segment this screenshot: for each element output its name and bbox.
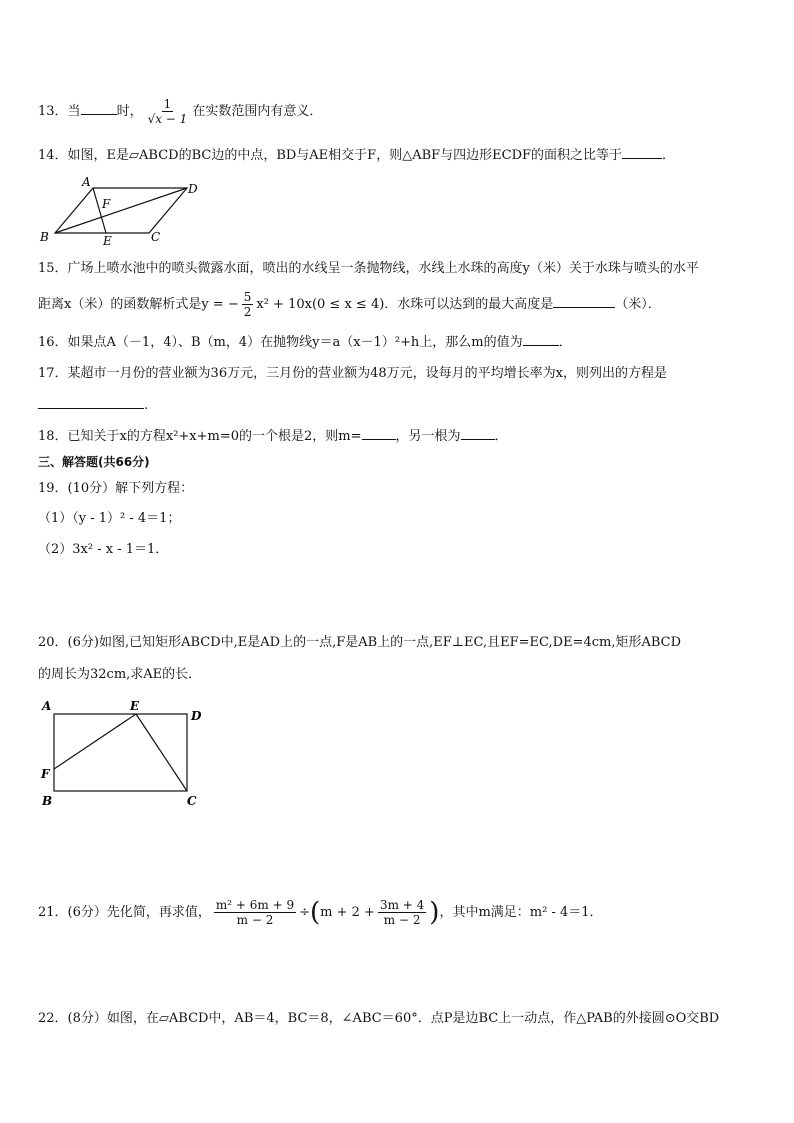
divide-sign: ÷ [299,905,311,920]
segment-bd [55,188,187,233]
right-paren: ) [429,897,440,928]
q17-text: 17．某超市一月份的营业额为36万元，三月份的营业额为48万元，设每月的平均增长率为x，则列出的方程是 [38,366,667,381]
question-20-line-2: 的周长为32cm,求AE的长． [38,667,202,682]
label-c: C [187,794,197,808]
fraction-numerator: 3m + 4 [379,898,425,912]
q21-post: ，其中m满足：m² - 4＝1． [439,905,603,920]
segment-ef [54,714,136,769]
question-15-line-1 [38,260,699,278]
label-c: C [151,230,161,244]
q14-text: 14．如图，E是▱ABCD的BC边的中点，BD与AE相交于F，则△ABF与四边形ECDF的面积之比等于 [38,148,623,163]
q17-end: . [144,398,149,413]
fraction-numerator: m² + 6m + 9 [215,898,295,912]
question-19-title: 19．(10分）解下列方程： [38,481,194,496]
label-e: E [130,699,140,713]
left-paren: ( [310,897,321,928]
q18-pre: 18．已知关于x的方程x²+x+m=0的一个根是2，则m= [38,429,362,444]
q13-post: 在实数范围内有意义． [192,104,323,119]
q15-line2-mid: x² + 10x(0 ≤ x ≤ 4)．水珠可以达到的最大高度是 [256,297,554,312]
q15-line2-end: （米）． [615,297,661,312]
q16-text: 16．如果点A（－1，4）、B（m，4）在抛物线y＝a（x－1）²+h上，那么m的值为 [38,335,523,350]
question-21 [38,898,603,927]
q13-pre: 当 [67,104,81,119]
fraction [242,290,254,319]
parallelogram-figure [36,174,206,248]
question-13 [38,97,322,126]
segment-ec [136,714,187,791]
question-22: 22．(8分）如图，在▱ABCD中，AB＝4，BC＝8，∠ABC＝60°．点P是边BC上一动点，作△PAB的外接圆⊙O交BD [38,1011,720,1026]
q21-mid: m + 2 + [320,905,375,920]
fraction [146,97,190,126]
answer-blank [38,396,144,409]
question-19-part-2: （2）3x² - x - 1＝1． [38,542,169,557]
q13-mid: 时， [116,104,143,119]
fraction [378,898,426,927]
q16-end: ． [558,335,572,350]
fraction [214,898,296,927]
label-b: B [42,794,53,808]
q18-end: ． [494,429,508,444]
question-14 [38,146,675,165]
label-b: B [40,230,49,244]
question-16 [38,333,572,352]
answer-blank [553,295,615,308]
fraction-numerator: 5 [243,290,252,304]
fraction-denominator: m − 2 [383,913,421,927]
q15-line2-pre: 距离x（米）的函数解析式是y = − [38,297,239,312]
fraction-denominator: m − 2 [236,913,274,927]
question-15-line-2 [38,290,661,319]
question-17 [38,365,667,383]
label-a: A [42,699,52,713]
q13-number: 13． [38,104,68,119]
fraction-denominator: √x − 1 [147,112,188,126]
question-17-answer-line [38,396,148,415]
q15-line1: 15．广场上喷水池中的喷头微露水面，喷出的水线呈一条抛物线，水线上水珠的高度y（米）关于水珠与喷头的水平 [38,261,699,276]
label-d: D [188,182,198,196]
label-f: F [41,767,50,781]
q18-mid: ，另一根为 [395,429,461,444]
label-a: A [82,175,91,189]
question-18 [38,427,508,446]
answer-blank [81,102,117,115]
label-e: E [103,234,112,248]
answer-blank [461,427,495,440]
question-20-line-1: 20．(6分)如图,已知矩形ABCD中,E是AD上的一点,F是AB上的一点,EF⊥EC,且EF=EC,DE=4cm,矩形ABCD [38,635,682,650]
q14-end: ． [662,148,676,163]
rectangle-abcd [54,714,187,791]
label-f: F [102,197,111,211]
question-19-part-1: （1）（y - 1）² - 4＝1； [38,511,181,526]
answer-blank [362,427,396,440]
fraction-denominator: 2 [243,305,252,319]
answer-blank [523,333,559,346]
fraction-numerator: 1 [163,97,172,111]
answer-blank [622,146,662,159]
q21-pre: 21．(6分）先化简，再求值， [38,905,211,920]
section-heading: 三、解答题(共66分) [38,455,150,469]
rectangle-figure [38,696,213,811]
label-d: D [191,709,202,723]
